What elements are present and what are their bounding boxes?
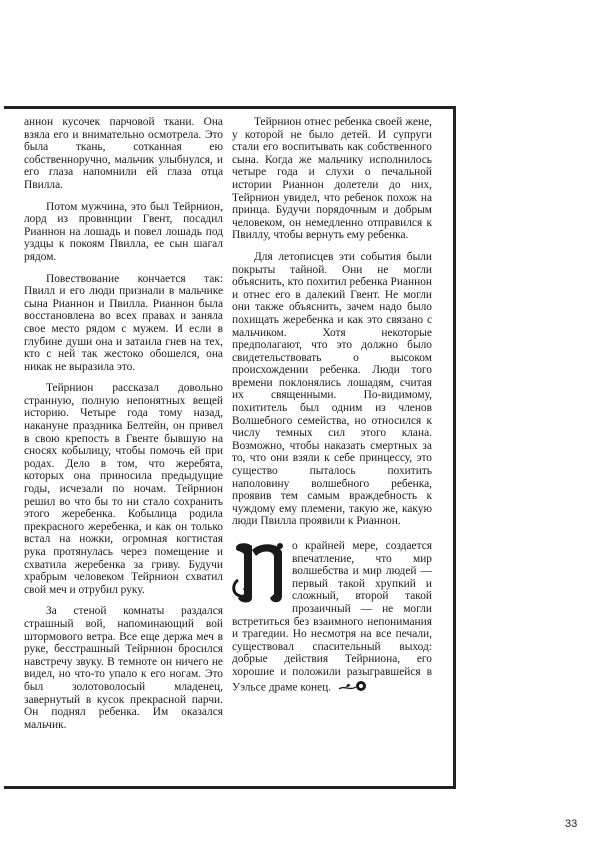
- right-paragraph-1: Тейрнион отнес ребенка своей жене, у которой не было детей. И супруги стали его воспитывать как собственного сына. Когда же мальчику исполнилось четыре года и слухи о печальной истории Рианнон долетели до них, Тейрнион увидел, что ребенок похож на принца. Будучи порядочным и добрым человеком, он немедленно отправился к Пвиллу, чтобы вернуть ему ребенка.: [232, 116, 432, 242]
- final-paragraph-block: [232, 540, 432, 696]
- left-paragraph-5: За стеной комнаты раздался страшный вой, напоминающий вой штормового ветра. Все еще держа меч в руке, бесстрашный Тейрнион бросился навстречу звуку. В темноте он ничего не видел, но что-то упало к его ногам. Это был золотоволосый младенец, завернутый в кусок прекрасной парчи. Он поднял ребенка. Им оказался мальчик.: [24, 605, 223, 731]
- final-paragraph-text: о крайней мере, создается впечатление, что мир волшебства и мир людей — первый такой хрупкий и сложный, второй такой прозаичный — не могли встретиться без взаимного непонимания и трагедии. Но несмотря на все печали, существовал спасительный выход: добрые действия Тейрниона, его хорошие и положили разыгравшейся в Уэльсе драме конец.: [232, 540, 432, 693]
- left-column: [24, 116, 223, 740]
- left-paragraph-1: аннон кусочек парчовой ткани. Она взяла его и внимательно осмотрела. Это была ткань, сотканная ею собственноручно, мальчик улыбнулся, и его глаза напомнили ей глаза отца Пвилла.: [24, 116, 223, 191]
- drop-cap-glyph: [230, 540, 290, 604]
- right-column: [232, 116, 432, 696]
- drop-cap-letter: [230, 540, 290, 604]
- left-paragraph-2: Потом мужчина, это был Тейрнион, лорд из провинции Гвент, посадил Рианнон на лошадь и повел лошадь под уздцы к покоям Пвилла, ее сын шагал рядом.: [24, 200, 223, 263]
- right-paragraph-2: Для летописцев эти события были покрыты тайной. Они не могли объяснить, кто похитил ребенка Рианнон и отнес его в далекий Гвент. Не могли они также объяснить, зачем надо было похищать жеребенка и как это связано с мальчиком. Хотя некоторые предполагают, что это должно было свидетельствовать о высоком происхождении ребенка. Люди того времени поклонялись лошадям, считая их священными. По-видимому, похититель был одним из членов Волшебного семейства, но относился к числу темных сил этого клана. Возможно, чтобы наказать смертных за то, что они взяли к себе принцессу, это существо пыталось похитить наполовину волшебного ребенка, проявив тем самым враждебность к чуждому ему племени, такую же, какую люди Пвилла проявили к Рианнон.: [232, 250, 432, 528]
- left-paragraph-3: Повествование кончается так: Пвилл и его люди признали в мальчике сына Рианнон и Пвилла. Рианнон была восстановлена во всех правах и заняла свое место рядом с мужем. И если в глубине души она и затаила гнев на тех, кто с ней так жестоко обошелся, она никак не выразила это.: [24, 272, 223, 373]
- page-number: 33: [565, 818, 578, 830]
- rose-ornament-icon: [338, 679, 368, 697]
- left-paragraph-4: Тейрнион рассказал довольно странную, полную непонятных вещей историю. Четыре года тому назад, накануне праздника Белтейн, он привел в свою крепость в Гвенте бывшую на сносях кобылицу, чтобы помочь ей при родах. Дело в том, что жеребята, которых она приносила предыдущие годы, исчезали по ночам. Тейрнион решил во что бы то ни стало сохранить этого жеребенка. Кобылица родила прекрасного жеребенка, и как он только встал на ножки, огромная когтистая рука протянулась через помещение и схватила жеребенка за гриву. Будучи храбрым человеком Тейрнион схватил свой меч и отрубил руку.: [24, 382, 223, 596]
